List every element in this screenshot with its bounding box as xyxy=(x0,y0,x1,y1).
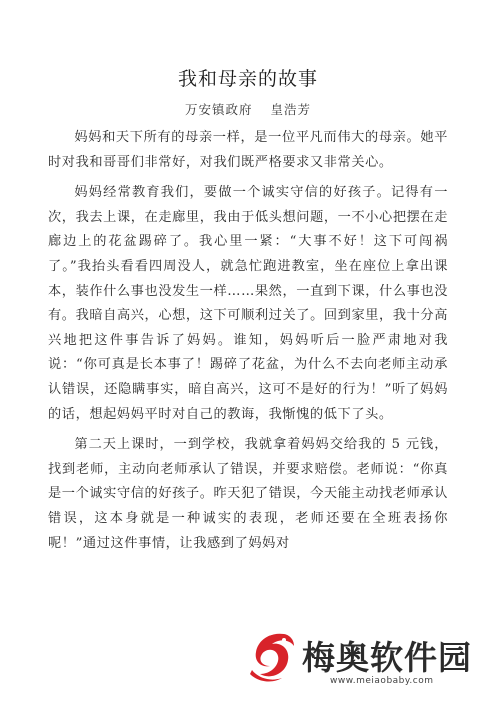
document-title: 我和母亲的故事 xyxy=(177,68,318,90)
watermark-brand: 梅奥软件园 xyxy=(302,638,472,677)
byline xyxy=(0,100,496,118)
paragraph: 妈妈经常教育我们，要做一个诚实守信的好孩子。记得有一次，我去上课，在走廊里，我由于低头想问题，一不小心把摆在走廊边上的花盆踢碎了。我心里一紧：“大事不好！这下可闯祸了。”我抬头看看四周没人，就急忙跑进教室，坐在座位上拿出课本，装作什么事也没发生一样……果然，一直到下课，什么事也没有。我暗自高兴，心想，这下可顺利过关了。回到家里，我十分高兴地把这件事告诉了妈妈。谁知，妈妈听后一脸严肃地对我说：“你可真是长本事了！踢碎了花盆，为什么不去向老师主动承认错误，还隐瞒事实，暗自高兴，这可不是好的行为！”听了妈妈的话，想起妈妈平时对自己的教诲，我惭愧的低下了头。 xyxy=(48,185,448,422)
paragraph: 妈妈和天下所有的母亲一样，是一位平凡而伟大的母亲。她平时对我和哥哥们非常好，对我们既严格要求又非常关心。 xyxy=(48,130,448,170)
paragraph: 第二天上课时，一到学校，我就拿着妈妈交给我的 5 元钱，找到老师，主动向老师承认了错误，并要求赔偿。老师说：“你真是一个诚实守信的好孩子。昨天犯了错误，今天能主动找老师承认错误，这本身就是一种诚实的表现，老师还要在全班表扬你呢！”通过这件事情，让我感到了妈妈对 xyxy=(48,437,448,551)
watermark-url: www.meiaobaby.com xyxy=(330,676,434,686)
watermark xyxy=(240,626,490,694)
byline-organization: 万安镇政府 xyxy=(184,102,253,117)
byline-author: 皇浩芳 xyxy=(270,102,312,117)
document-body xyxy=(48,126,448,562)
dragon-logo-icon xyxy=(240,626,302,688)
